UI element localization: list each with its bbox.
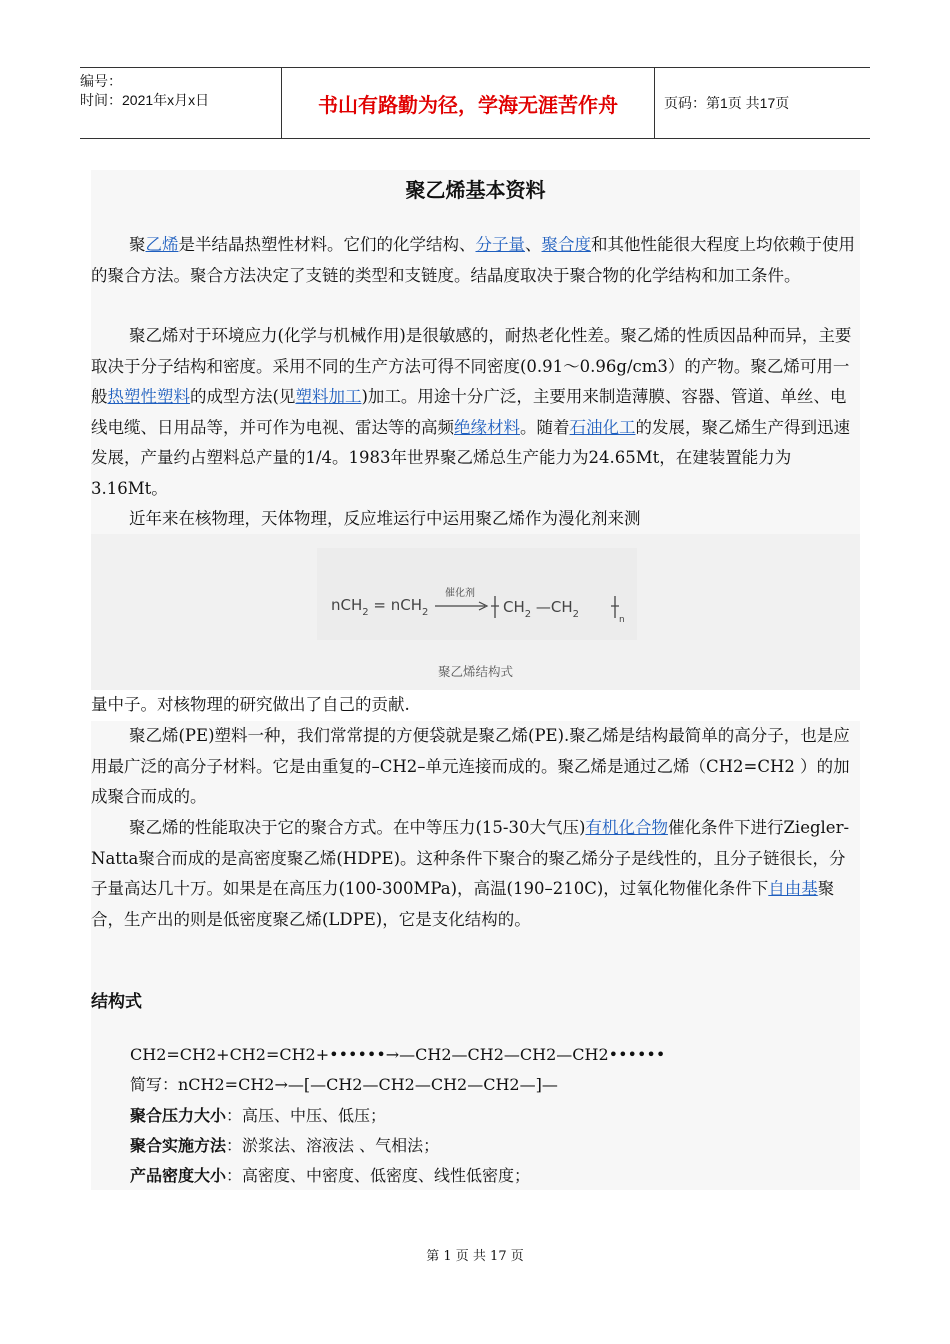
eq-product: $CH_2$ $—CH_2$ — [503, 598, 580, 620]
text-run: 量中子。对核物理的研究做出了自己的贡献. — [91, 695, 410, 714]
page-header — [80, 67, 870, 139]
structure-figure — [91, 534, 860, 690]
eq-catalyst: 催化剂 — [445, 588, 475, 599]
line-label: 聚合压力大小 — [130, 1106, 227, 1125]
link-free-radical[interactable]: 自由基 — [768, 879, 818, 898]
link-molecular-weight[interactable]: 分子量 — [475, 235, 525, 254]
polymerization-equation-image — [317, 548, 637, 640]
structure-line-5 — [130, 1166, 530, 1186]
header-motto-cell — [281, 68, 655, 138]
link-petrochemical[interactable]: 石油化工 — [569, 417, 636, 437]
text-run: 催化条件下进行Ziegler-Natta聚合而成的是高密度聚乙烯(HDPE)。这种条件下聚合的聚乙烯分子是线性的，且分子链很长，分子量高达几十万。如果是在高压力(100-300MPa)，高温(190–210C)，过氧化物催化条件下 — [91, 818, 850, 898]
header-info — [80, 68, 281, 138]
text-run: 。随着 — [520, 417, 570, 437]
doc-number-label: 编号： — [80, 73, 122, 89]
text-run: 聚合，生产出的则是低密度聚乙烯(LDPE)，它是支化结构的。 — [91, 879, 835, 929]
structure-line-1: CH2=CH2+CH2=CH2+••••••→—CH2—CH2—CH2—CH2•••••• — [130, 1045, 666, 1064]
doc-time-label: 时间：2021年x月x日 — [80, 92, 210, 108]
line-label: 产品密度大小 — [130, 1166, 227, 1185]
structure-line-2: 简写：nCH2=CH2→—[—CH2—CH2—CH2—CH2—]— — [130, 1075, 558, 1094]
paragraph-4 — [91, 721, 860, 813]
line-value: ：高压、中压、低压； — [226, 1106, 387, 1125]
link-degree-of-polymerization[interactable]: 聚合度 — [541, 235, 591, 254]
link-ethylene[interactable]: 乙烯 — [145, 235, 179, 254]
text-run: 聚乙烯的性能取决于它的聚合方式。在中等压力(15-30大气压) — [129, 818, 586, 837]
paragraph-3-end — [80, 690, 871, 721]
paragraph-5 — [91, 813, 860, 935]
link-thermoplastics[interactable]: 热塑性塑料 — [107, 387, 190, 406]
structure-line-3 — [130, 1106, 386, 1126]
link-insulating-material[interactable]: 绝缘材料 — [454, 417, 520, 437]
eq-right-bracket — [611, 596, 619, 618]
eq-n: n — [619, 615, 625, 625]
paragraph-2 — [91, 321, 860, 504]
header-motto: 书山有路勤为径，学海无涯苦作舟 — [318, 92, 618, 117]
header-page-info: 页码：第1页 共17页 — [664, 95, 790, 111]
eq-reactant: nCH$_2$ = nCH$_2$ — [331, 596, 429, 618]
text-run: 聚乙烯对于环境应力(化学与机械作用)是很敏感的，耐热老化性差。聚乙烯的性质因品种而异，主要取决于分子结构和密度。采用不同的生产方法可得不同密度(0.91～0.96g/cm3）的产物。聚乙烯可用一般 — [91, 326, 852, 406]
text-run: 聚乙烯(PE)塑料一种，我们常常提的方便袋就是聚乙烯(PE).聚乙烯是结构最简单的高分子，也是应用最广泛的高分子材料。它是由重复的–CH2–单元连接而成的。聚乙烯是通过乙烯（CH2=CH2 ）的加成聚合而成的。 — [91, 726, 850, 806]
document-title: 聚乙烯基本资料 — [405, 178, 546, 202]
line-label: 聚合实施方法 — [130, 1136, 227, 1155]
paragraph-3-start — [91, 504, 860, 535]
text-run: 是半结晶热塑性材料。它们的化学结构、 — [178, 235, 476, 254]
document-body — [91, 170, 860, 1190]
text-run: 的成型方法(见 — [190, 387, 296, 406]
line-value: ：高密度、中密度、低密度、线性低密度； — [226, 1166, 531, 1185]
eq-left-bracket — [491, 596, 499, 618]
text-run: 和其他性能很大程度上均依赖于使用的聚合方法。聚合方法决定了支链的类型和支链度。结晶度取决于聚合物的化学结构和加工条件。 — [91, 235, 855, 285]
paragraph-1 — [91, 230, 860, 291]
page-footer: 第 1 页 共 17 页 — [426, 1249, 524, 1264]
section-title-structure: 结构式 — [91, 992, 142, 1012]
text-run: 近年来在核物理，天体物理，反应堆运行中运用聚乙烯作为漫化剂来测 — [129, 509, 641, 528]
figure-caption: 聚乙烯结构式 — [437, 664, 513, 679]
line-value: ：淤浆法、溶液法 、气相法； — [226, 1136, 440, 1155]
structure-line-4 — [130, 1136, 439, 1156]
text-run: 聚 — [129, 235, 146, 254]
text-run: 、 — [525, 235, 542, 254]
text-run: 的发展，聚乙烯生产得到迅速发展，产量约占塑料总产量的1/4。1983年世界聚乙烯总生产能力为24.65Mt，在建装置能力为3.16Mt。 — [91, 417, 850, 498]
text-run: )加工。用途十分广泛，主要用来制造薄膜、容器、管道、单丝、电线电缆、日用品等，并可作为电视、雷达等的高频 — [91, 387, 847, 437]
link-plastic-processing[interactable]: 塑料加工 — [295, 387, 362, 406]
equation-svg — [317, 548, 637, 640]
link-organic-compound[interactable]: 有机化合物 — [585, 818, 668, 837]
